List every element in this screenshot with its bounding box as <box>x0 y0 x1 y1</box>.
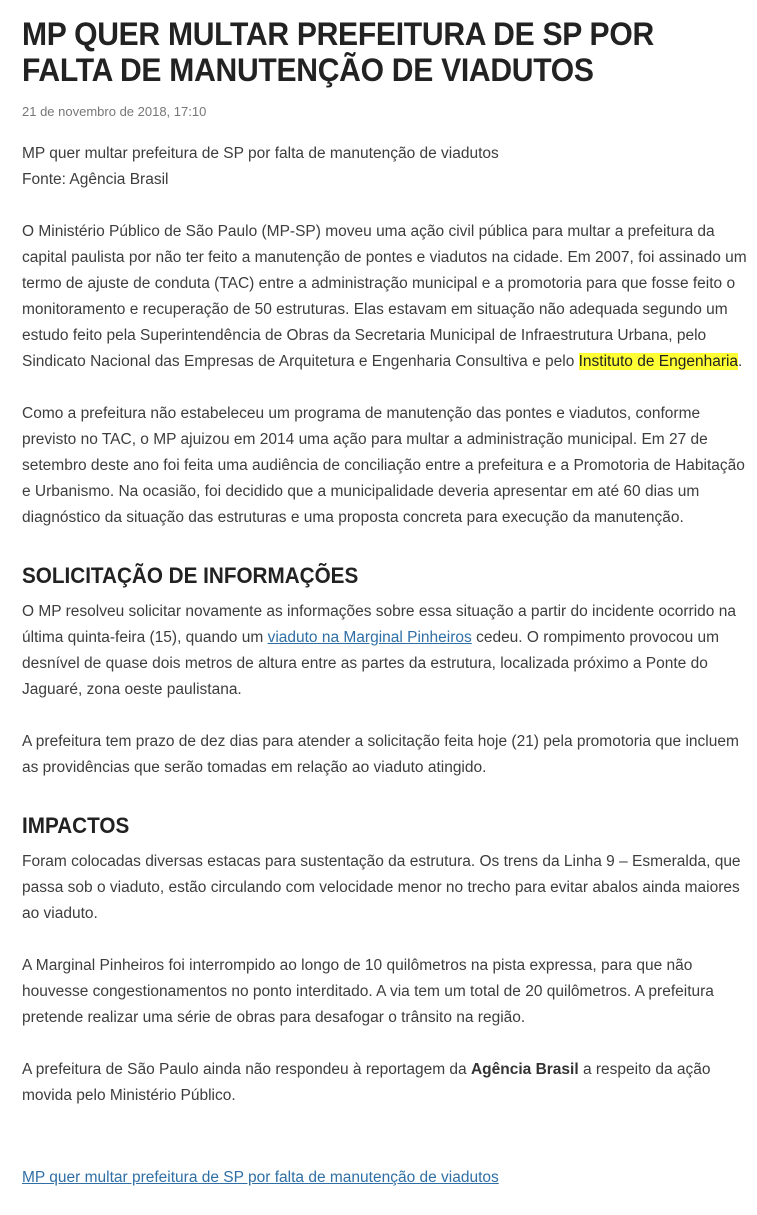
paragraph-7-end: a respeito da ação movida pelo Ministério Público. <box>22 1061 711 1104</box>
paragraph-2: Como a prefeitura não estabeleceu um programa de manutenção das pontes e viadutos, conforme previsto no TAC, o MP ajuizou em 2014 uma ação para multar a administração municipal. Em 27 de setembro deste ano foi feita uma audiência de conciliação entre a prefeitura e a Promotoria de Habitação e Urbanismo. Na ocasião, foi decidido que a municipalidade deveria apresentar em até 60 dias um diagnóstico da situação das estruturas e uma proposta concreta para execução da manutenção. <box>22 405 745 526</box>
footer-source-link[interactable]: MP quer multar prefeitura de SP por falta de manutenção de viadutos <box>22 1169 499 1186</box>
paragraph-1-end: . <box>738 353 743 370</box>
paragraph-7-start: A prefeitura de São Paulo ainda não respondeu à reportagem da <box>22 1061 471 1078</box>
paragraph-1 <box>22 219 747 375</box>
intro-paragraph <box>22 141 747 193</box>
intro-source: Fonte: Agência Brasil <box>22 171 169 188</box>
highlighted-text: Instituto de Engenharia <box>578 353 739 370</box>
viaduto-link[interactable]: viaduto na Marginal Pinheiros <box>267 629 472 646</box>
section-heading-impactos: IMPACTOS <box>22 813 130 838</box>
paragraph-4: A prefeitura tem prazo de dez dias para atender a solicitação feita hoje (21) pela promotoria que incluem as providências que serão tomadas em relação ao viaduto atingido. <box>22 733 739 776</box>
paragraph-6: A Marginal Pinheiros foi interrompido ao longo de 10 quilômetros na pista expressa, para que não houvesse congestionamentos no ponto interditado. A via tem um total de 20 quilômetros. A prefeitura pretende realizar uma série de obras para desafogar o trânsito na região. <box>22 957 714 1026</box>
paragraph-3 <box>22 599 747 703</box>
intro-title: MP quer multar prefeitura de SP por falta de manutenção de viadutos <box>22 145 499 162</box>
footer-paragraph <box>22 1165 747 1191</box>
paragraph-3-start: O MP resolveu solicitar novamente as informações sobre essa situação a partir do incidente ocorrido na última quinta-feira (15), quando um <box>22 603 736 646</box>
agencia-brasil-bold: Agência Brasil <box>470 1061 579 1078</box>
paragraph-3-end: cedeu. O rompimento provocou um desnível de quase dois metros de altura entre as partes da estrutura, localizada próximo a Ponte do Jaguaré, zona oeste paulistana. <box>22 629 720 698</box>
section-heading-solicitacao: SOLICITAÇÃO DE INFORMAÇÕES <box>22 563 359 588</box>
paragraph-5: Foram colocadas diversas estacas para sustentação da estrutura. Os trens da Linha 9 – Esmeralda, que passa sob o viaduto, estão circulando com velocidade menor no trecho para evitar abalos ainda maiores ao viaduto. <box>22 853 741 922</box>
paragraph-1-text: O Ministério Público de São Paulo (MP-SP) moveu uma ação civil pública para multar a prefeitura da capital paulista por não ter feito a manutenção de pontes e viadutos na cidade. Em 2007, foi assinado um termo de ajuste de conduta (TAC) entre a administração municipal e a promotoria para que fosse feito o monitoramento e recuperação de 50 estruturas. Elas estavam em situação não adequada segundo um estudo feito pela Superintendência de Obras da Secretaria Municipal de Infraestrutura Urbana, pelo Sindicato Nacional das Empresas de Arquitetura e Engenharia Consultiva e pelo <box>22 223 747 370</box>
article-date: 21 de novembro de 2018, 17:10 <box>22 104 207 119</box>
article-title: MP QUER MULTAR PREFEITURA DE SP POR FALTA DE MANUTENÇÃO DE VIADUTOS <box>22 16 654 88</box>
paragraph-7 <box>22 1057 747 1109</box>
